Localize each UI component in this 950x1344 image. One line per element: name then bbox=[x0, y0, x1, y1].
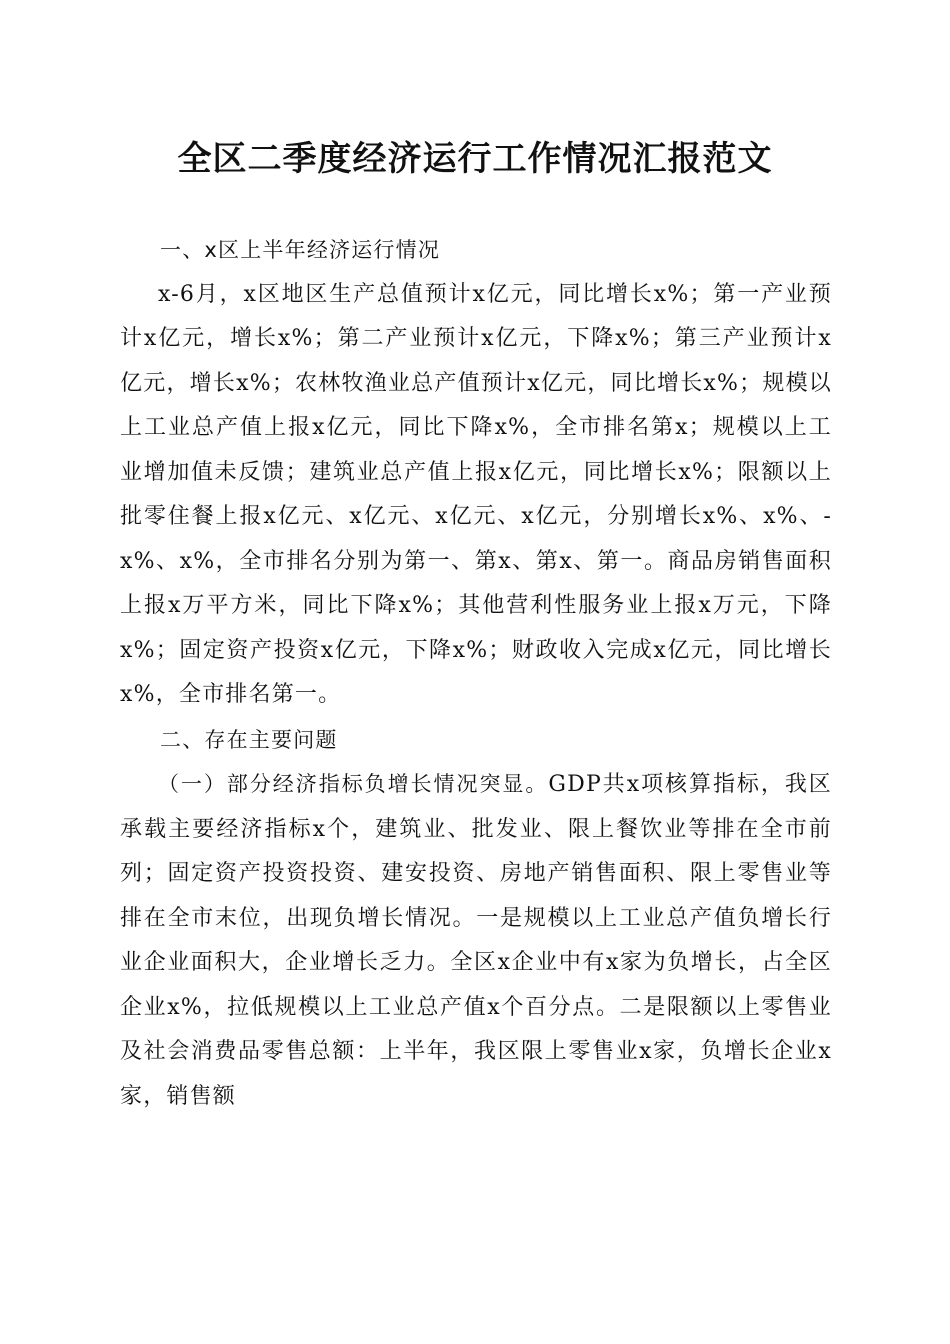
section-paragraph-2 bbox=[120, 762, 832, 1119]
document-title: 全区二季度经济运行工作情况汇报范文 bbox=[177, 139, 773, 179]
section-paragraph-1: x-6月，x区地区生产总值预计x亿元，同比增长x%；第一产业预计x亿元，增长x%；第二产业预计x亿元，下降x%；第三产业预计x亿元，增长x%；农林牧渔业总产值预计x亿元，同比增长x%；规模以上工业总产值上报x亿元，同比下降x%，全市排名第x；规模以上工业增加值未反馈；建筑业总产值上报x亿元，同比增长x%；限额以上批零住餐上报x亿元、x亿元、x亿元、x亿元，分别增长x%、x%、-x%、x%，全市排名分别为第一、第x、第x、第一。商品房销售面积上报x万平方米，同比下降x%；其他营利性服务业上报x万元，下降x%；固定资产投资x亿元，下降x%；财政收入完成x亿元，同比增长x%，全市排名第一。 bbox=[120, 281, 832, 707]
subsection-lead-1: （一）部分经济指标负增长情况突显。 bbox=[158, 772, 549, 796]
document-body bbox=[120, 228, 832, 1119]
section-heading-1: 一、x区上半年经济运行情况 bbox=[160, 238, 441, 262]
section-heading-2: 二、存在主要问题 bbox=[160, 727, 338, 752]
subsection-text-1: GDP共x项核算指标，我区承载主要经济指标x个，建筑业、批发业、限上餐饮业等排在全市前列；固定资产投资投资、建安投资、房地产销售面积、限上零售业等排在全市末位，出现负增长情况。一是规模以上工业总产值负增长行业企业面积大，企业增长乏力。全区x企业中有x家为负增长，占全区企业x%，拉低规模以上工业总产值x个百分点。二是限额以上零售业及社会消费品零售总额：上半年，我区限上零售业x家，负增长企业x家，销售额 bbox=[120, 772, 832, 1109]
